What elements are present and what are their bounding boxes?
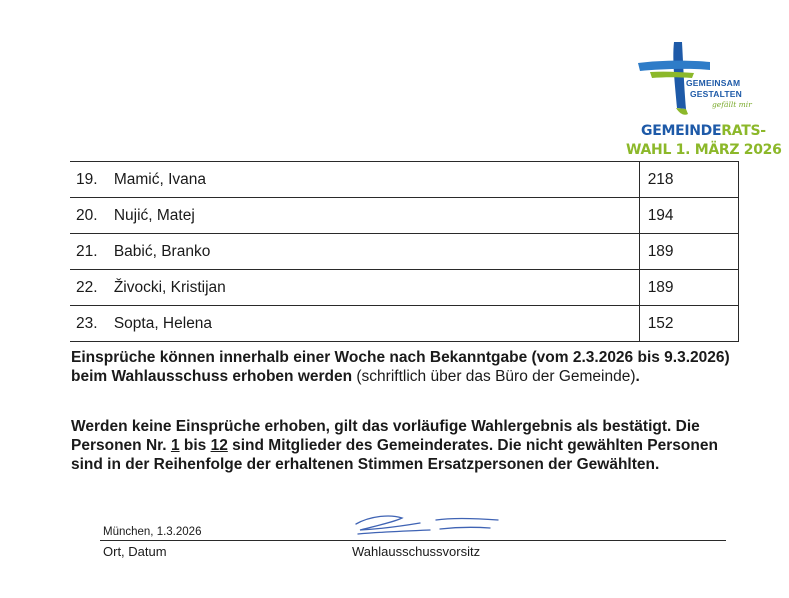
place-date-value: München, 1.3.2026 [103, 526, 202, 538]
logo-text-rats: RATS- [721, 123, 766, 139]
logo-text-gemeinde: GEMEINDE [641, 123, 722, 139]
vote-count: 152 [639, 306, 738, 342]
rank-number: 23. [70, 306, 114, 342]
table-row [70, 234, 739, 270]
election-logo [620, 30, 782, 162]
result-confirmation [71, 417, 731, 474]
objection-notice-end: . [635, 368, 640, 385]
table-row [70, 198, 739, 234]
confirmation-part1: Werden keine Einsprüche erhoben, gilt das vorläufige Wahlergebnis als bestätigt. Die Personen Nr. [71, 418, 700, 454]
rank-number: 21. [70, 234, 114, 270]
candidate-name: Nujić, Matej [114, 198, 639, 234]
vote-count: 189 [639, 234, 738, 270]
candidate-name: Babić, Branko [114, 234, 639, 270]
table-row [70, 162, 739, 198]
rank-number: 22. [70, 270, 114, 306]
objection-notice-normal: (schriftlich über das Büro der Gemeinde) [352, 368, 636, 385]
result-confirmation-text [71, 418, 718, 473]
objection-notice-bold: Einsprüche können innerhalb einer Woche nach Bekanntgabe (vom 2.3.2026 bis 9.3.2026) beim Wahlausschuss erhoben werden [71, 349, 730, 385]
signature-image [350, 510, 510, 540]
logo-text-gefaellt: gefällt mir [712, 100, 752, 109]
rank-number: 20. [70, 198, 114, 234]
member-number-from: 1 [170, 437, 180, 454]
logo-text-gestalten: GESTALTEN [690, 89, 743, 99]
table-row [70, 306, 739, 342]
vote-count: 218 [639, 162, 738, 198]
member-number-to: 12 [210, 437, 228, 454]
objection-notice [71, 348, 731, 386]
table-row [70, 270, 739, 306]
candidate-name: Sopta, Helena [114, 306, 639, 342]
vote-count: 189 [639, 270, 738, 306]
candidate-name: Živocki, Kristijan [114, 270, 639, 306]
candidate-name: Mamić, Ivana [114, 162, 639, 198]
logo-text-wahl-date: WAHL 1. MÄRZ 2026 [626, 142, 782, 158]
logo-text-gemeinsam: GEMEINSAM [686, 78, 741, 88]
rank-number: 19. [70, 162, 114, 198]
chair-label: Wahlausschussvorsitz [352, 544, 481, 559]
signature-line [100, 540, 726, 541]
place-date-label: Ort, Datum [103, 544, 167, 559]
results-table [70, 161, 739, 342]
confirmation-part2: bis [179, 437, 211, 454]
vote-count: 194 [639, 198, 738, 234]
logo-text-gemeinderats [641, 123, 766, 139]
confirmation-part3: sind Mitglieder des Gemeinderates. Die nicht gewählten Personen sind in der Reihenfolge der erhaltenen Stimmen Ersatzpersonen der Gewählten. [71, 437, 718, 473]
